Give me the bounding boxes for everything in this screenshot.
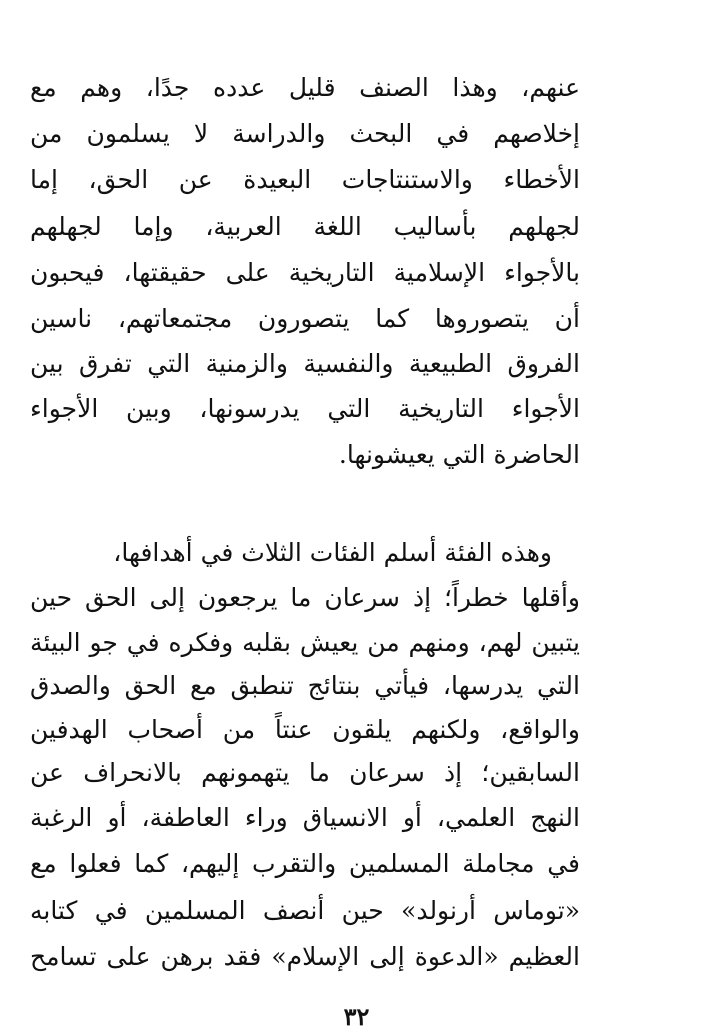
text-line: الأخطاء والاستنتاجات البعيدة عن الحق، إما	[30, 165, 580, 194]
text-line: لجهلهم بأساليب اللغة العربية، وإما لجهلهم	[30, 212, 580, 241]
text-line: أن يتصوروها كما يتصورون مجتمعاتهم، ناسين	[30, 304, 580, 333]
text-line: والواقع، ولكنهم يلقون عنتاً من أصحاب الهدفين	[30, 715, 580, 744]
page-number: ٣٢	[343, 1002, 370, 1031]
text-line: وأقلها خطراً؛ إذ سرعان ما يرجعون إلى الحق حين	[30, 583, 580, 612]
text-line: بالأجواء الإسلامية التاريخية على حقيقتها، فيحبون	[30, 258, 580, 287]
text-line: السابقين؛ إذ سرعان ما يتهمونهم بالانحراف عن	[30, 758, 580, 787]
text-line: الفروق الطبيعية والنفسية والزمنية التي تفرق بين	[30, 349, 580, 378]
text-line: في مجاملة المسلمين والتقرب إليهم، كما فعلوا مع	[30, 849, 580, 878]
text-line: الأجواء التاريخية التي يدرسونها، وبين الأجواء	[30, 394, 580, 423]
text-line: التي يدرسها، فيأتي بنتائج تنطبق مع الحق والصدق	[30, 671, 580, 700]
text-line: «توماس أرنولد» حين أنصف المسلمين في كتابه	[30, 896, 580, 925]
text-line: عنهم، وهذا الصنف قليل عدده جدًا، وهم مع	[30, 73, 580, 102]
text-line: العظيم «الدعوة إلى الإسلام» فقد برهن على تسامح	[30, 942, 580, 971]
text-line: يتبين لهم، ومنهم من يعيش بقلبه وفكره في جو البيئة	[30, 628, 580, 657]
text-line: النهج العلمي، أو الانسياق وراء العاطفة، أو الرغبة	[30, 803, 580, 832]
text-line: وهذه الفئة أسلم الفئات الثلاث في أهدافها،	[113, 538, 552, 567]
text-line: الحاضرة التي يعيشونها.	[338, 440, 580, 469]
text-line: إخلاصهم في البحث والدراسة لا يسلمون من	[30, 119, 580, 148]
